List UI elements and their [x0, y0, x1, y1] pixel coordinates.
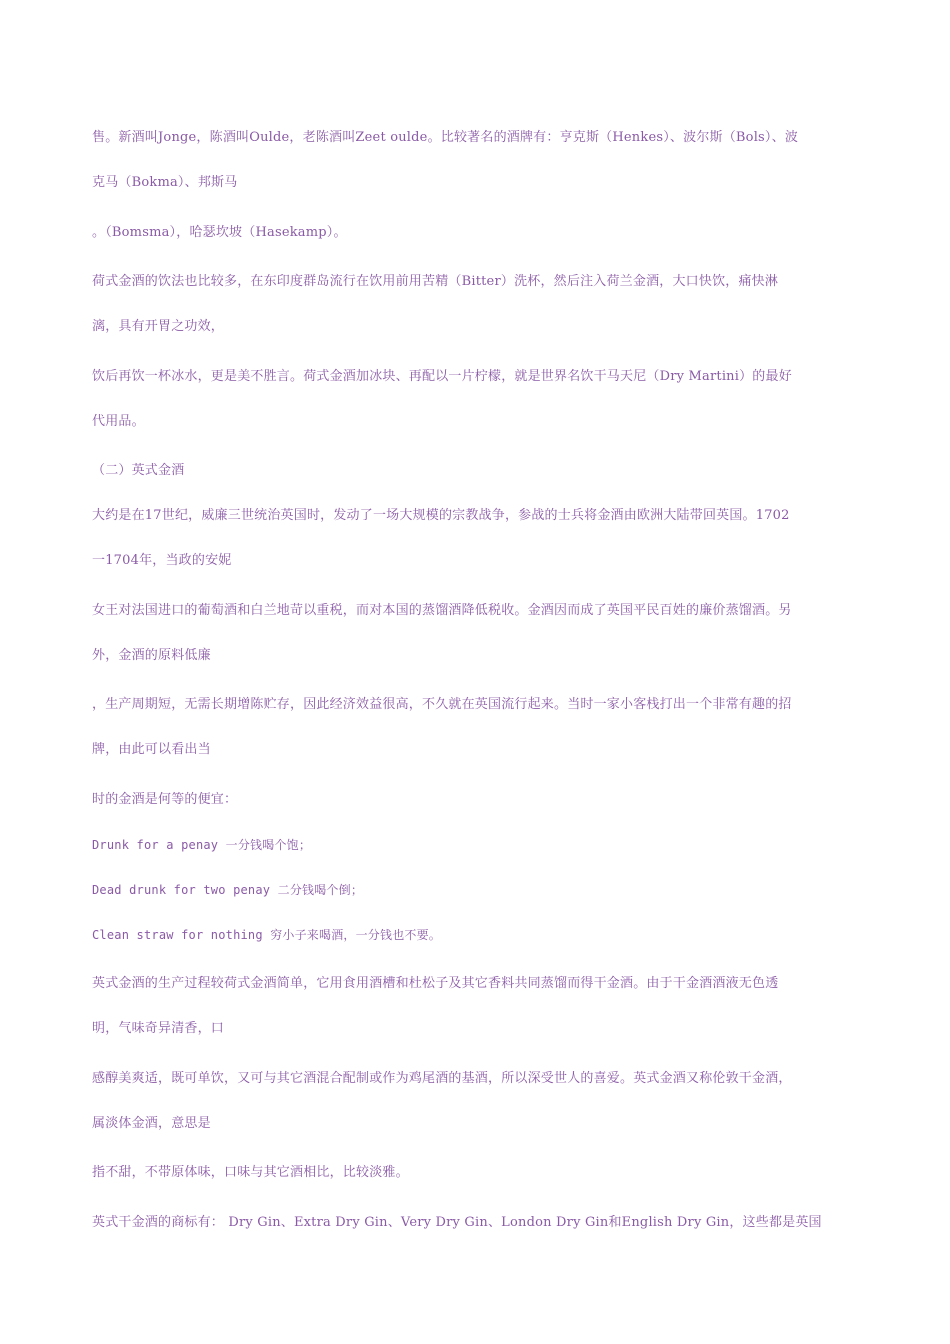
text-line: 。（Bomsma），哈瑟坎坡（Hasekamp）。	[92, 225, 347, 240]
text-line: 感醇美爽适，既可单饮，又可与其它酒混合配制或作为鸡尾酒的基酒，所以深受世人的喜爱。英式金酒又称伦敦干金酒，	[92, 1071, 792, 1086]
text-line: 一1704年，当政的安妮	[92, 553, 232, 568]
text-line: 英式干金酒的商标有： Dry Gin、Extra Dry Gin、Very Dry Gin、London Dry Gin和English Dry Gin，这些都是英国	[92, 1215, 822, 1230]
section-heading: （二）英式金酒	[92, 463, 185, 478]
text-line: 克马（Bokma）、邦斯马	[92, 175, 238, 190]
text-line: 指不甜，不带原体味，口味与其它酒相比，比较淡雅。	[92, 1165, 409, 1180]
text-line: ，生产周期短，无需长期增陈贮存，因此经济效益很高，不久就在英国流行起来。当时一家小客栈打出一个非常有趣的招	[92, 697, 792, 712]
quote-line: Clean straw for nothing 穷小子来喝酒，一分钱也不要。	[92, 928, 441, 942]
text-line: 时的金酒是何等的便宜：	[92, 792, 238, 807]
text-line: 英式金酒的生产过程较荷式金酒简单，它用食用酒槽和杜松子及其它香料共同蒸馏而得干金酒。由于干金酒酒液无色透	[92, 976, 779, 991]
text-line: 属淡体金酒，意思是	[92, 1116, 211, 1131]
text-line: 大约是在17世纪，威廉三世统治英国时，发动了一场大规模的宗教战争，参战的士兵将金酒由欧洲大陆带回英国。1702	[92, 508, 790, 523]
quote-line: Drunk for a penay 一分钱喝个饱；	[92, 838, 312, 852]
text-line: 牌，由此可以看出当	[92, 742, 211, 757]
text-line: 售。新酒叫Jonge，陈酒叫Oulde，老陈酒叫Zeet oulde。比较著名的酒牌有：亨克斯（Henkes）、波尔斯（Bols）、波	[92, 130, 799, 145]
text-line: 女王对法国进口的葡萄酒和白兰地苛以重税，而对本国的蒸馏酒降低税收。金酒因而成了英国平民百姓的廉价蒸馏酒。另	[92, 603, 792, 618]
text-line: 荷式金酒的饮法也比较多，在东印度群岛流行在饮用前用苦精（Bitter）洗杯，然后注入荷兰金酒，大口快饮，痛快淋	[92, 274, 779, 289]
text-line: 漓，具有开胃之功效，	[92, 319, 225, 334]
text-line: 饮后再饮一杯冰水，更是美不胜言。荷式金酒加冰块、再配以一片柠檬，就是世界名饮干马天尼（Dry Martini）的最好	[92, 369, 792, 384]
text-line: 外，金酒的原料低廉	[92, 648, 211, 663]
quote-line: Dead drunk for two penay 二分钱喝个倒；	[92, 883, 364, 897]
text-line: 代用品。	[92, 414, 145, 429]
text-line: 明，气味奇异清香，口	[92, 1021, 225, 1036]
